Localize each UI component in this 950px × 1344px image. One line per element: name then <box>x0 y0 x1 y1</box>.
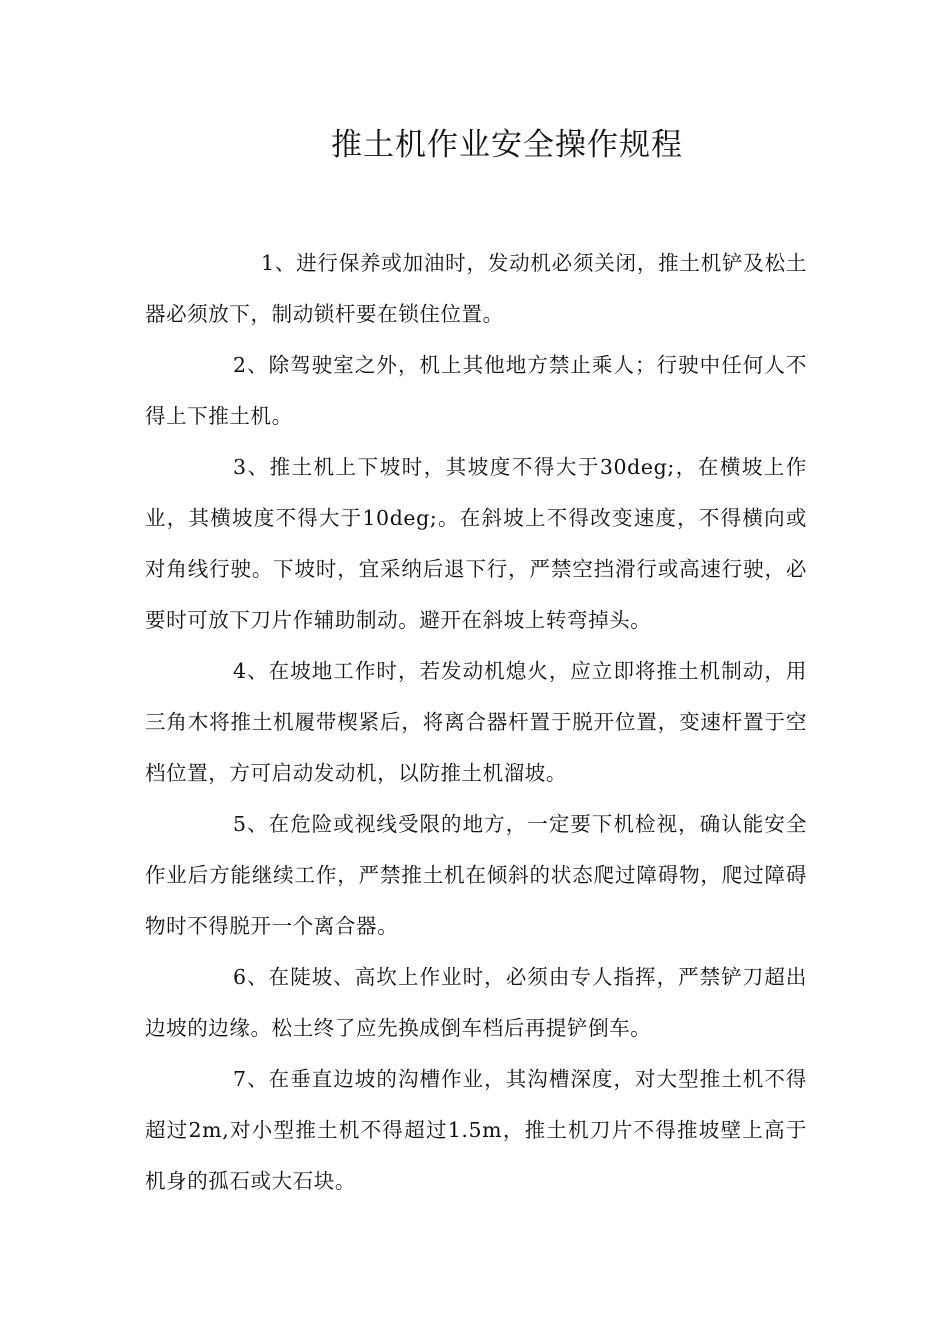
paragraph-3: 3、推土机上下坡时，其坡度不得大于30deg;，在横坡上作业，其横坡度不得大于10deg;。在斜坡上不得改变速度，不得横向或对角线行驶。下坡时，宜采纳后退下行，严禁空挡滑行或高速行驶，必要时可放下刀片作辅助制动。避开在斜坡上转弯掉头。 <box>145 455 807 632</box>
paragraph-5: 5、在危险或视线受限的地方，一定要下机检视，确认能安全作业后方能继续工作，严禁推土机在倾斜的状态爬过障碍物，爬过障碍物时不得脱开一个离合器。 <box>145 812 807 938</box>
paragraph-1: 1、进行保养或加油时，发动机必须关闭，推土机铲及松土器必须放下，制动锁杆要在锁住位置。 <box>145 251 807 326</box>
document-title: 推土机作业安全操作规程 <box>331 127 683 163</box>
paragraph-4: 4、在坡地工作时，若发动机熄火，应立即将推土机制动，用三角木将推土机履带楔紧后，将离合器杆置于脱开位置，变速杆置于空档位置，方可启动发动机，以防推土机溜坡。 <box>145 659 807 785</box>
paragraph-2: 2、除驾驶室之外，机上其他地方禁止乘人；行驶中任何人不得上下推土机。 <box>145 353 807 428</box>
paragraph-6: 6、在陡坡、高坎上作业时，必须由专人指挥，严禁铲刀超出边坡的边缘。松土终了应先换成倒车档后再提铲倒车。 <box>145 965 807 1040</box>
document-body <box>145 238 807 1207</box>
paragraph-7: 7、在垂直边坡的沟槽作业，其沟槽深度，对大型推土机不得超过2m,对小型推土机不得超过1.5m，推土机刀片不得推坡壁上高于机身的孤石或大石块。 <box>145 1067 807 1193</box>
